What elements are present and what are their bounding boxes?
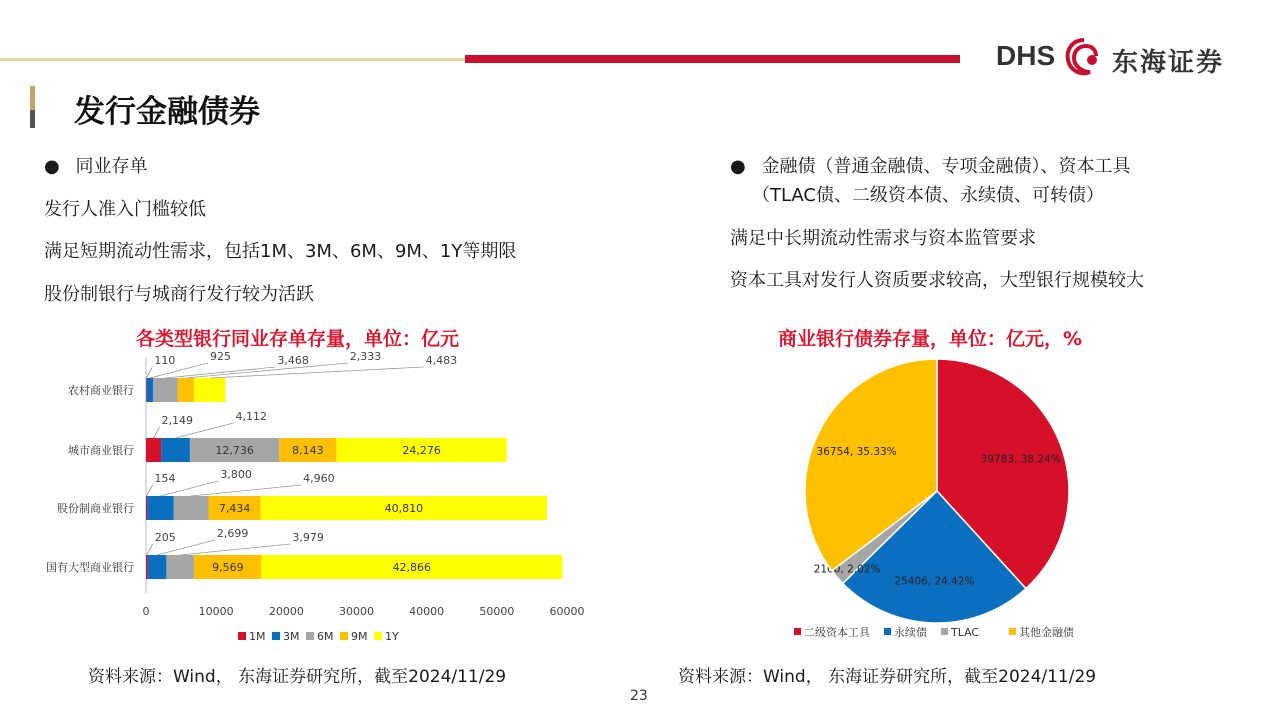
left-source-note: 资料来源：Wind， 东海证券研究所，截至2024/11/29 xyxy=(88,667,507,687)
dragon-logo-icon xyxy=(1062,36,1106,80)
bullet-icon: ● xyxy=(44,156,60,177)
bar-segment xyxy=(146,438,161,462)
legend-label: 6M xyxy=(317,630,334,643)
x-tick-label: 0 xyxy=(142,605,150,618)
pie-chart-title: 商业银行债券存量，单位：亿元，% xyxy=(778,328,1083,350)
header-line-gold xyxy=(0,58,470,61)
bar-segment xyxy=(174,496,209,520)
callout-line xyxy=(191,485,301,496)
legend-swatch xyxy=(794,628,801,635)
left-bullet-item xyxy=(44,152,147,178)
bar-segment xyxy=(178,378,194,402)
legend-swatch xyxy=(884,628,891,635)
page-number: 23 xyxy=(630,688,648,704)
right-heading-line1: 金融债（普通金融债、专项金融债）、资本工具 xyxy=(761,156,1131,177)
data-label: 2,699 xyxy=(216,527,249,540)
legend-swatch xyxy=(1009,628,1016,635)
x-tick-label: 30000 xyxy=(339,605,374,618)
data-label: 8,143 xyxy=(292,444,324,457)
data-label: 4,483 xyxy=(425,354,458,367)
legend-label: 其他金融债 xyxy=(1019,626,1074,639)
right-bullet-item xyxy=(730,152,1130,178)
legend-label: 9M xyxy=(351,630,368,643)
callout-line xyxy=(147,485,153,496)
data-label: 7,434 xyxy=(218,502,251,515)
header-line-red xyxy=(465,55,960,63)
pie-data-label: 25406, 24.42% xyxy=(894,575,975,588)
data-label: 2,149 xyxy=(161,414,194,427)
logo-cn: 东海证券 xyxy=(1112,47,1225,77)
bar-chart xyxy=(0,350,620,650)
callout-line xyxy=(186,363,348,378)
left-line: 满足短期流动性需求，包括1M、3M、6M、9M、1Y等期限 xyxy=(44,241,517,262)
legend-label: 1Y xyxy=(385,630,399,643)
callout-line xyxy=(146,367,152,378)
title-accent-bar-dark xyxy=(30,110,35,128)
data-label: 4,112 xyxy=(235,410,268,423)
data-label: 154 xyxy=(154,472,176,485)
pie-data-label: 39783, 38.24% xyxy=(980,453,1061,466)
legend-swatch xyxy=(941,628,948,635)
legend-swatch xyxy=(272,632,280,640)
left-heading: 同业存单 xyxy=(75,156,148,177)
data-label: 3,800 xyxy=(220,468,252,481)
data-label: 925 xyxy=(210,350,232,363)
bar-segment xyxy=(147,378,153,402)
callout-line xyxy=(147,544,153,555)
right-line: 满足中长期流动性需求与资本监管要求 xyxy=(730,228,1036,249)
category-label: 股份制商业银行 xyxy=(57,502,134,515)
right-source-note: 资料来源：Wind， 东海证券研究所，截至2024/11/29 xyxy=(678,667,1097,687)
legend-label: 1M xyxy=(249,630,266,643)
pie-data-label: 36754, 35.33% xyxy=(816,446,897,459)
logo-latin: DHS xyxy=(996,40,1056,71)
data-label: 4,960 xyxy=(303,472,335,485)
bar-segment xyxy=(146,496,147,520)
legend-swatch xyxy=(306,632,314,640)
data-label: 3,979 xyxy=(292,531,324,544)
bar-segment xyxy=(161,438,190,462)
x-tick-label: 10000 xyxy=(198,605,234,618)
category-label: 农村商业银行 xyxy=(68,384,134,397)
x-tick-label: 20000 xyxy=(268,605,304,618)
data-label: 9,569 xyxy=(212,561,244,574)
bar-segment xyxy=(146,378,147,402)
x-tick-label: 40000 xyxy=(409,605,445,618)
bar-segment xyxy=(146,555,147,579)
legend-swatch xyxy=(340,632,348,640)
legend-label: 永续债 xyxy=(894,626,927,639)
right-line: 资本工具对发行人资质要求较高，大型银行规模较大 xyxy=(730,270,1144,291)
pie-chart xyxy=(780,350,1100,650)
pie-data-label: 2100, 2.02% xyxy=(813,563,881,576)
bar-segment xyxy=(147,555,166,579)
x-tick-label: 50000 xyxy=(479,605,515,618)
bar-segment xyxy=(153,378,177,402)
left-line: 股份制银行与城商行发行较为活跃 xyxy=(44,284,314,305)
category-label: 城市商业银行 xyxy=(68,444,134,457)
data-label: 24,276 xyxy=(402,444,441,457)
data-label: 3,468 xyxy=(277,354,309,367)
data-label: 42,866 xyxy=(392,561,432,574)
callout-line xyxy=(165,367,275,378)
data-label: 40,810 xyxy=(384,502,424,515)
legend-label: 3M xyxy=(283,630,300,643)
data-label: 12,736 xyxy=(215,444,254,457)
data-label: 205 xyxy=(154,531,176,544)
right-heading-line2: （TLAC债、二级资本债、永续债、可转债） xyxy=(752,185,1105,206)
data-label: 2,333 xyxy=(349,350,382,363)
callout-line xyxy=(180,544,290,555)
legend-swatch xyxy=(238,632,246,640)
legend-label: 二级资本工具 xyxy=(804,626,870,639)
x-tick-label: 60000 xyxy=(549,605,585,618)
bar-segment xyxy=(166,555,194,579)
category-label: 国有大型商业银行 xyxy=(46,561,134,574)
left-line: 发行人准入门槛较低 xyxy=(44,199,206,220)
bullet-icon: ● xyxy=(730,156,746,177)
callout-line xyxy=(154,427,160,438)
bar-chart-title: 各类型银行同业存单存量，单位：亿元 xyxy=(136,328,460,350)
legend-swatch xyxy=(374,632,382,640)
page-title: 发行金融债券 xyxy=(74,94,260,130)
data-label: 110 xyxy=(154,354,176,367)
bar-segment xyxy=(147,496,174,520)
bar-segment xyxy=(194,378,225,402)
legend-label: TLAC xyxy=(951,626,980,639)
